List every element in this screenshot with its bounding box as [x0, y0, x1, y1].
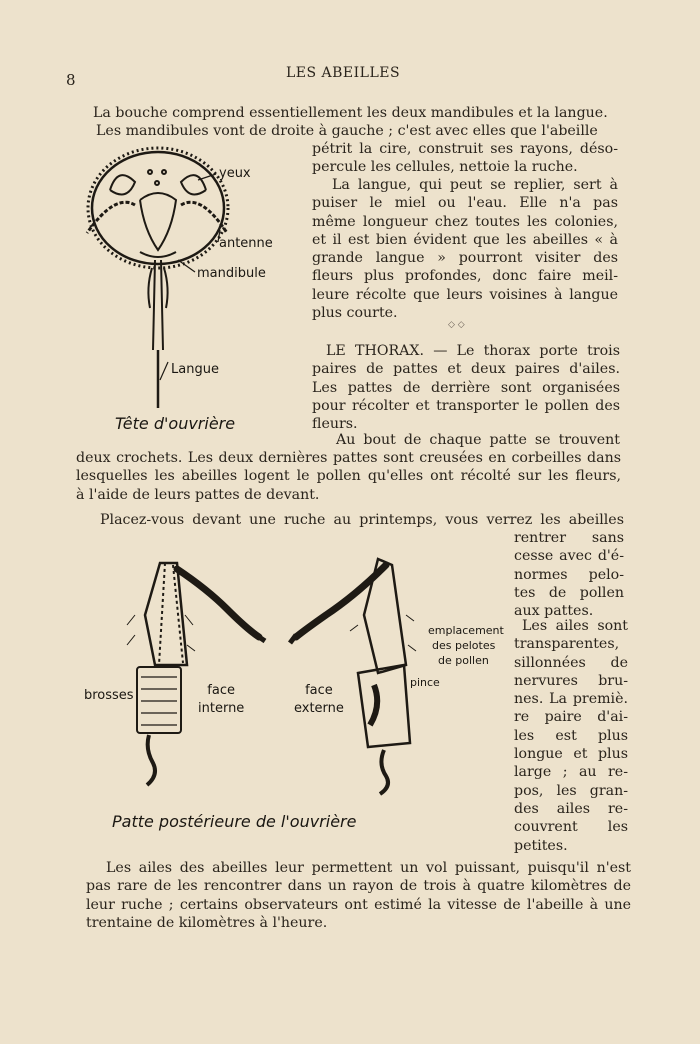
figure-caption: Tête d'ouvrière — [115, 414, 236, 433]
label-langue: Langue — [171, 362, 219, 377]
label-pince: pince — [410, 676, 440, 689]
paragraph-vol: Les ailes des abeilles leur permettent un vol puissant, puisqu'il n'est pas rare de les rencontrer dans un rayon de trois à quatre kilomètres de leur ruche ; certains observateurs ont estimé la vitesse de l'abeille à une trentaine de kilomètres à l'heure. — [86, 860, 631, 931]
label-brosses: brosses — [84, 688, 134, 703]
paragraph-crochets: deux crochets. Les deux dernières pattes sont creusées en corbeilles dans lesquelles les abeilles logent le pollen qu'elles ont récolté sur les fleurs, à l'aide de leurs pattes de devant. — [76, 450, 621, 503]
paragraph-thorax: LE THORAX. — Le thorax porte trois paires de pattes et deux paires d'ailes. Les pattes de derrière sont organisées pour récolter et transporter le pollen des fleurs. — [312, 343, 620, 433]
text-line: Placez-vous devant une ruche au printemps, vous verrez les abeilles — [100, 512, 624, 528]
bee-head-illustration — [80, 150, 290, 420]
text-line: Au bout de chaque patte se trouvent — [336, 432, 620, 448]
figure-caption: Patte postérieure de l'ouvrière — [112, 812, 357, 831]
text-line: La bouche comprend essentiellement les deux mandibules et la langue. — [93, 105, 608, 121]
text-line: Les mandibules vont de droite à gauche ; c'est avec elles que l'abeille — [96, 123, 598, 139]
label-yeux: yeux — [219, 166, 251, 181]
label-mandibule: mandibule — [197, 266, 266, 281]
paragraph-ailes: Les ailes sont transparentes, sillonnées de nervures bru- nes. La premiè. re paire d'ai- les est plus longue et plus large ; au re- pos, les gran- des ailes re- couvrent les petites. — [514, 618, 628, 854]
section-ornament: ◇ ◇ — [448, 320, 465, 330]
page-number: 8 — [66, 71, 76, 89]
paragraph-mandibules: pétrit la cire, construit ses rayons, déso- percule les cellules, nettoie la ruche. — [312, 141, 618, 176]
label-face-interne: face interne — [198, 683, 245, 716]
running-title: LES ABEILLES — [285, 65, 401, 81]
paragraph-langue: La langue, qui peut se replier, sert à puiser le miel ou l'eau. Elle n'a pas même longueur chez toutes les colonies, et il est bien évident que les abeilles « à grande langue » pourront visiter des fleurs plus profondes, donc faire meil- leure récolte que leurs voisines à langue plus courte. — [312, 177, 618, 322]
hind-leg-inner-illustration — [125, 555, 275, 795]
paragraph-pelotes: rentrer sans cesse avec d'é- normes pelo- tes de pollen aux pattes. — [514, 530, 624, 620]
hind-leg-outer-illustration — [288, 555, 428, 795]
label-emplacement: emplacement des pelotes de pollen — [428, 624, 504, 667]
label-face-externe: face externe — [294, 683, 344, 716]
label-antenne: antenne — [219, 236, 273, 251]
